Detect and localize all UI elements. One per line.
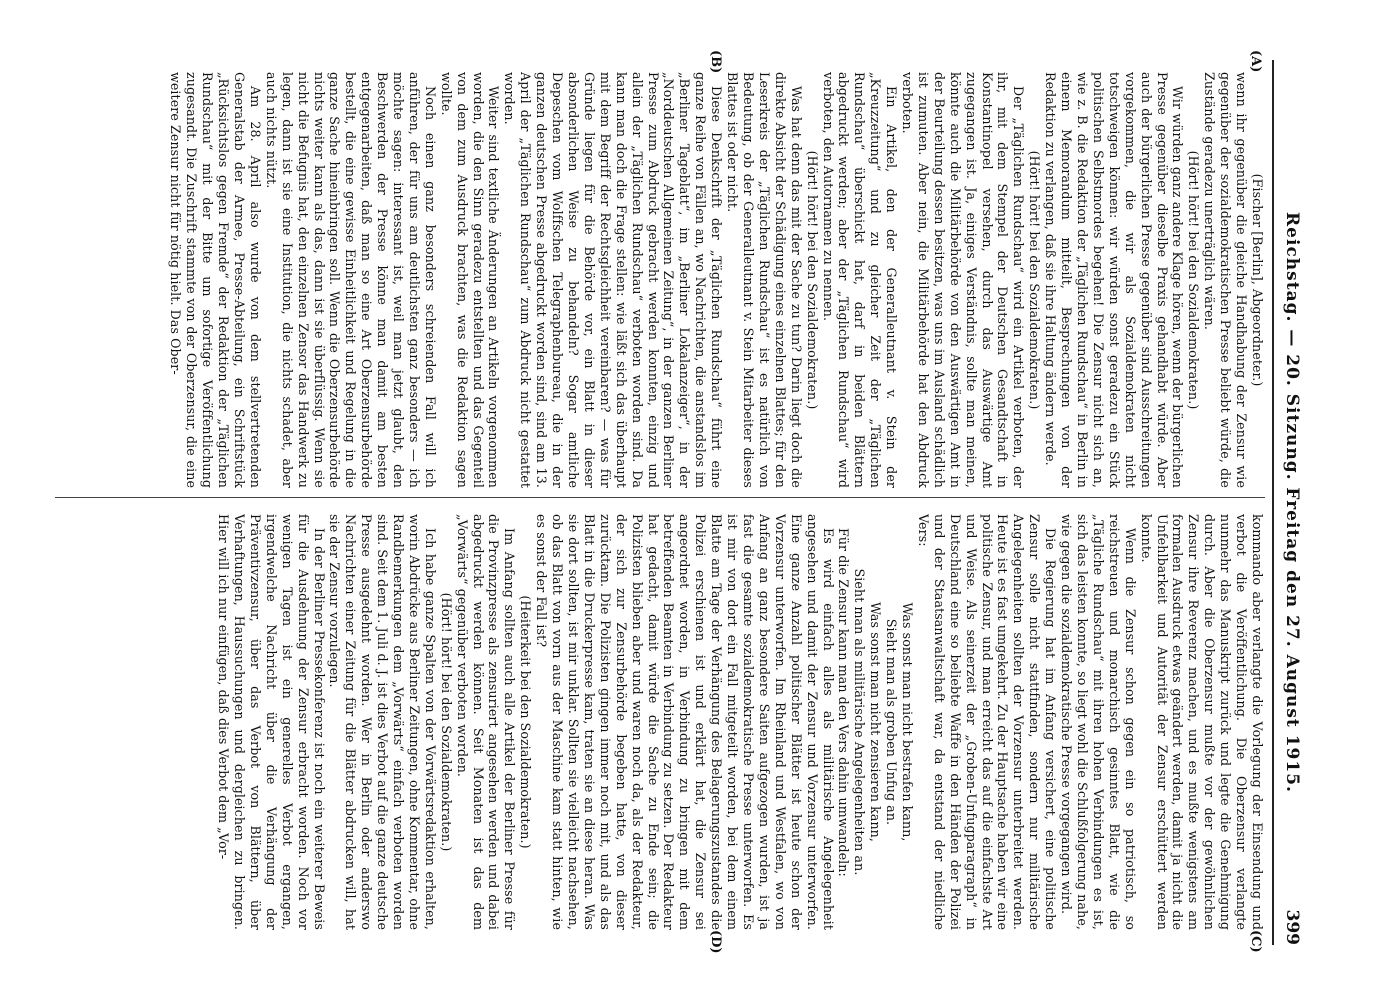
paragraph: Ein Artikel, den der Generalleutnant v. Stein der „Kreuzzeitung“ und zu gleicher Zeit der „Täglichen Rundschau“ überschickt hat, darf in beiden Blättern abgedruckt werden; aber der „Täglichen Rundschau“ wird verboten, den Autornamen zu nennen. <box>820 72 900 488</box>
paragraph: Noch einen ganz besonders schreienden Fall will ich anführen, der für uns am deutlichsten ganz besonders — ich möchte sagen: interessant ist, weil man jetzt glaubt, den Beschwerden der Presse könne man damit am besten entgegenarbeiten, daß man so eine Art Oberzensurbehörde bestellt, die eine gewisse Einheitlichkeit und Regelung in die ganze Sache hineinbringen soll. Wenn die Oberzensurbehörde nichts weiter kann als das, dann ist sie überflüssig. Wenn sie nicht die Befugnis hat, den einzelnen Zensor das Handwerk zu legen, dann ist sie eine Institution, die nichts schadet, aber auch nichts nützt. <box>263 72 438 488</box>
margin-mark-a: (A) <box>1248 50 1263 73</box>
margin-mark-b: (B) <box>708 50 723 74</box>
left-column <box>55 72 1265 488</box>
page-header <box>1272 60 1308 945</box>
paragraph: Ich habe ganze Spalten von der Vorwärtsredaktion erhalten, worin Abdrücke aus Berliner Zeitungen, ohne Kommentar, ohne Randbemerkungen dem „Vorwärts“ einfach verboten worden sind. Seit dem 1. Juli d. J. ist dies Verbot auf die ganze deutsche Presse ausgedehnt worden. Wer in Berlin oder anderswo Nachrichten einer Zeitung für die Blätter abdrucken will, hat sie der Zensur vorzulegen. <box>327 514 438 930</box>
paragraph: Am 28. April also wurde von dem stellvertretenden Generalstab der Armee, Presse-Abteilung, ein Schriftstück „Rücksichtslos gegen Fremde“ der Redaktion der „Täglichen Rundschau“ mit der Bitte um sofortige Veröffentlichung zugesandt. Die Zuschrift stammte von der Oberzensur, die eine weitere Zensur nicht für nötig hielt. Das Ober- <box>168 72 263 488</box>
paragraph: Es wird einfach alles als militärische Angelegenheit angesehen und damit der Zensur und Vorzensur unterworfen. Eine ganze Anzahl politischer Blätter ist heute schon der Vorzensur unterworfen. Im Rheinland und Westfalen, wo von Anfang an ganz besondere Saiten aufgezogen wurden, ist ja fast die gesamte sozialdemokratische Presse unterworfen. Es ist mir von dort ein Fall mitgeteilt worden, bei dem einem Blatte am Tage der Verhängung des Belagerungszustandes die Polizei erschienen ist und erklärt hat, die Zensur sei angeordnet worden, in Verbindung zu bringen mit dem betreffenden Beamten in Verbindung zu setzen. Der Redakteur hat gedacht, damit würde die Sache zu Ende sein; die Polizisten blieben aber und waren noch da, als der Redakteur, der sich zur Zensurbehörde begeben hatte, von dieser zurücktam. Die Polizisten gingen immer noch mit, und als das Blatt in die Druckerpresse kam, traten sie an diese heran. Was sie dort sollten, ist mir unklar. Sollten sie vielleicht nachsehen, ob das Blatt von vorn aus der Maschine kam statt hinten, wie es sonst der Fall ist? <box>534 514 836 930</box>
paragraph: kommando aber verlangte die Vorlegung der Einsendung und verbot die Veröffentlichung. Die Oberzensur verlangte nunmehr das Manuskript zurück und legte die Genehmigung durch. Aber die Oberzensur mußte vor der gewöhnlichen Zensur ihre Reverenz machen, und es mußte wenigstens am formalen Ausdruck etwas geändert werden, damit ja nicht die Unfehlbarkeit und Autorität der Zensur erschüttert werden konnte. <box>1138 514 1265 930</box>
paragraph: Der „Täglichen Rundschau“ wird ein Artikel verboten, der ihr, mit dem Stempel der Deutschen Gesandtschaft in Konstantinopel versehen, durch das Auswärtige Amt zugegangen ist. Ja, einiges Verständnis, sollte man meinen, könnte auch die Militärbehörde von den Auswärtigen Amt in der Beurteilung dessen besitzen, was uns im Ausland schädlich ist zumuten. Aber nein, die Militärbehörde hat den Abdruck verboten. <box>900 72 1027 488</box>
page-title: Reichstag. — 20. Sitzung. Freitag den 27. August 1915. <box>1282 212 1302 793</box>
paragraph: Was hat denn das mit der Sache zu tun? Darin liegt doch die direkte Absicht der Schädigung eines einzelnen Blattes; für den Leserkreis der „Täglichen Rundschau“ ist es natürlich von Bedeutung, ob der Generalleutnant v. Stein Mitarbeiter dieses Blattes ist oder nicht. <box>725 72 804 488</box>
paragraph: In der Berliner Pressekonferenz ist noch ein weiterer Beweis für die Ausdehnung der Zensur erbracht worden. Noch vor wenigen Tagen ist ein generelles Verbot ergangen, irgendwelche Nachricht über die Verhängung der Präventivzensur, über das Verbot von Blättern, über Verhaftungen, Haussuchungen und dergleichen zu bringen. Hier will ich nur einfügen, daß dies Verbot dem „Vor- <box>216 514 327 930</box>
margin-mark-c: (C) <box>1248 930 1263 953</box>
paragraph: Im Anfang sollten auch alle Artikel der Berliner Presse für die Provinzpresse als zensuriert angesehen werden und dabei abgedruckt werden können. Seit Monaten ist das dem „Vorwärts“ gegenüber verboten worden. <box>454 514 518 930</box>
verse-line: Was sonst man nicht zensieren kann, <box>868 601 884 843</box>
verse-line: Was sonst man nicht bestrafen kann, <box>900 602 916 842</box>
interjection: (Hört! hört! bei den Sozialdemokraten.) <box>1027 150 1043 410</box>
verse-line: Sieht man als groben Unfug an. <box>884 618 900 826</box>
paragraph: Wenn die Zensur schon gegen ein so patriotisch, so reichstreuen und monarchisch gesinntes Blatt, wie die „Tägliche Rundschau“ mit ihren hohen Verbindungen es ist, sich das leisten konnte, so liegt wohl die Schlußfolgerung nahe, wie gegen die sozialdemokratische Presse vorgegangen wird. <box>1059 514 1138 930</box>
verse-line: Sieht man als militärische Angelegenheiten an. <box>852 568 868 876</box>
interjection: (Hört! hört! bei den Sozialdemokraten.) <box>438 592 454 852</box>
paragraph: Wir würden ganz andere Klage hören, wenn der bürgerlichen Presse gegenüber dieselbe Praxis gehandhabt würde. Aber auch der bürgerlichen Presse gegenüber sind Ausschreitungen vorgekommen, die wir als Sozialdemokraten nicht totschweigen können: wir würden sonst geradezu ein Stück politischen Selbstmordes begehen! Die Zensur nicht sich an, wie z. B. die Redaktion der „Täglichen Rundschau“ in Berlin in einem Memorandum mitteilt, Besprechungen von der Redaktion zu verlangen, daß sie ihre Haltung ändern werde. <box>1043 72 1186 488</box>
interjection: (Heiterkeit bei den Sozialdemokraten.) <box>518 595 534 849</box>
paragraph: wenn ihr gegenüber die gleiche Handhabung der Zensur wie gegenüber der sozialdemokratischen Presse beliebt würde, die Zustände geradezu unerträglich wären. <box>1202 72 1250 488</box>
page-number: 399 <box>1282 909 1302 945</box>
interjection: (Hört! hört! bei den Sozialdemokraten.) <box>1186 150 1202 410</box>
interjection: (Hört! hört! bei den Sozialdemokraten.) <box>804 150 820 410</box>
paragraph: Die Regierung hat im Anfang versichert, eine politische Zensur solle nicht stattfinden, sondern nur militärische Angelegenheiten sollten der Vorzensur unterbreitet werden. Heute ist es fast umgekehrt. Zu der Hauptsache haben wir eine politische Zensur, und man erreicht das auf die einfachste Art und Weise. Als seinerzeit der „Groben-Unfugparagraph“ in Deutschland eine so beliebte Waffe in den Händen der Polizei und der Staatsanwaltschaft war, da entstand der niedliche Vers: <box>915 514 1059 930</box>
right-column <box>55 514 1265 930</box>
paragraph: Diese Denkschrift der „Täglichen Rundschau“ führt eine ganze Reihe von Fällen an, wo Nachrichten, die anstandslos im „Berliner Tageblatt“, im „Berliner Lokalanzeiger“, in der „Norddeutschen Allgemeinen Zeitung“, in der ganzen Berliner Presse zum Abdruck gebracht werden konnten, einzig und allein der „Täglichen Rundschau“ verboten worden sind. Da kann man doch die Frage stellen: wie läßt sich das überhaupt mit dem Begriff der Rechtsgleichheit vereinbaren? — was für Gründe liegen für die Behörde vor, ein Blatt in dieser absonderlichen Weise zu behandeln? Sogar amtliche Depeschen vom Wolffschen Telegraphenbureau, die in der ganzen deutschen Presse abgedruckt worden sind, sind am 13. April der „Täglichen Rundschau“ zum Abdruck nicht gestattet worden. <box>502 72 725 488</box>
margin-mark-d: (D) <box>708 930 723 954</box>
column-divider <box>55 497 1265 498</box>
speaker-line: (Fischer [Berlin], Abgeordneter.) <box>1250 173 1265 387</box>
paragraph: Weiter sind textliche Änderungen an Artikeln vorgenommen worden, die den Sinn geradezu entstellten und das Gegenteil von dem zum Ausdruck brachten, was die Redaktion sagen wollte. <box>438 72 502 488</box>
paragraph: Für die Zensur kann man den Vers dahin umwandeln: <box>836 528 852 877</box>
